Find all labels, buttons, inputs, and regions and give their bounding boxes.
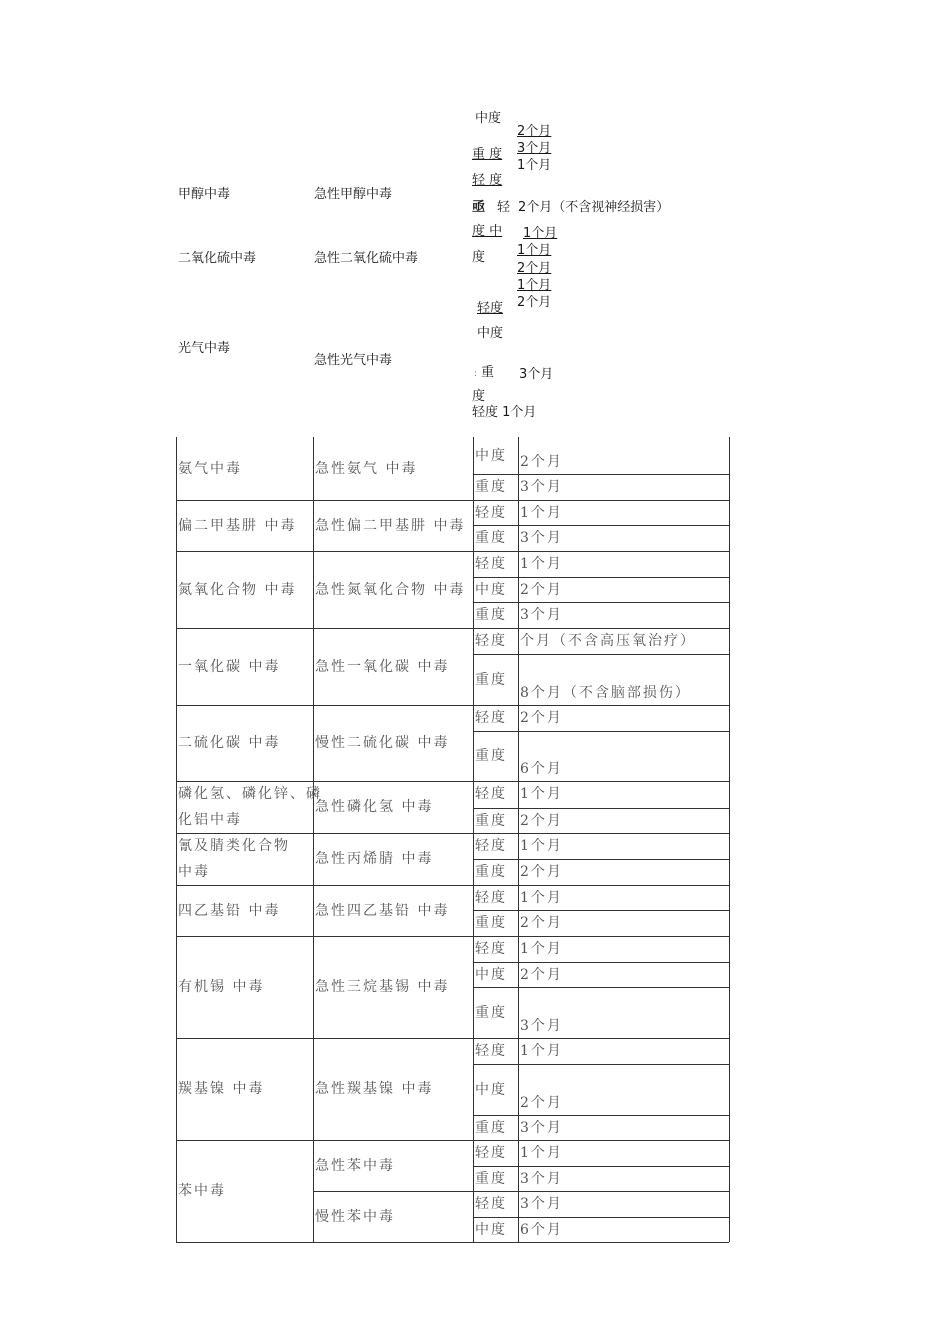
duration-value: 1个月 [517, 243, 552, 258]
duration-cell: 1个月 [520, 556, 563, 572]
reason-cell: 有机锡 中毒 [178, 979, 265, 995]
table-rule [176, 628, 729, 629]
level-label: 轻 度 [472, 173, 503, 188]
duration-cell: 3个月 [520, 1120, 563, 1136]
duration-cell: 1个月 [520, 1145, 563, 1161]
table-rule [473, 654, 729, 655]
level-label: 轻 [497, 200, 511, 215]
table-rule [473, 1166, 729, 1167]
level-label: 重 度 [472, 147, 503, 162]
table-rule [176, 705, 729, 706]
duration-cell: 2个月 [520, 1095, 563, 1111]
reason-cell: 氰及腈类化合物 [178, 838, 290, 854]
reason-cell: 磷化氢、磷化锌、磷 [178, 786, 322, 802]
duration-cell: 2个月 [520, 710, 563, 726]
diagnosis-cell: 急性氨气 中毒 [315, 460, 418, 477]
table-rule [176, 1242, 729, 1243]
level-label: 度 中 [472, 224, 503, 239]
reason-cell: 一氧化碳 中毒 [178, 658, 281, 675]
duration-cell: 1个月 [520, 505, 563, 521]
table-rule [176, 1038, 729, 1039]
reason-so2: 二氧化硫中毒 [178, 251, 257, 266]
duration-cell: 2个月 [520, 967, 563, 983]
reason-cell: 羰基镍 中毒 [178, 1081, 265, 1097]
severity-cell: 轻度 [475, 710, 507, 726]
reason-cell: 偏二甲基肼 中毒 [178, 517, 297, 534]
severity-cell: 中度 [475, 582, 507, 598]
reason-cell: 中毒 [178, 864, 210, 880]
reason-cell: 二硫化碳 中毒 [178, 735, 281, 751]
reason-cell: 四乙基铅 中毒 [178, 902, 281, 919]
duration-cell: 6个月 [520, 761, 563, 777]
duration-cell: 3个月 [520, 607, 563, 623]
table-rule [473, 808, 729, 809]
severity-cell: 重度 [475, 864, 507, 880]
level-label: 重 [481, 365, 495, 380]
severity-cell: 重度 [475, 1171, 507, 1187]
duration-value: 1个月 [523, 226, 558, 241]
diagnosis-cell: 急性偏二甲基肼 中毒 [315, 517, 466, 534]
table-rule [176, 936, 729, 937]
duration-value: 2个月 [517, 124, 552, 139]
table-rule [176, 833, 729, 834]
duration-value: 2个月 [517, 261, 552, 276]
duration-cell: 2个月 [520, 454, 563, 470]
severity-cell: 重度 [475, 607, 507, 623]
level-label: 度 [472, 250, 486, 265]
duration-cell: 3个月 [520, 1018, 563, 1034]
severity-cell: 轻度 [475, 1196, 507, 1212]
diagnosis-cell: 急性氮氧化合物 中毒 [315, 581, 466, 598]
duration-cell: 3个月 [520, 530, 563, 546]
reason-phosgene: 光气中毒 [178, 341, 231, 356]
diagnosis-cell: 慢性二硫化碳 中毒 [315, 735, 450, 751]
reason-cell: 氨气中毒 [178, 460, 242, 477]
table-rule [473, 1217, 729, 1218]
severity-cell: 轻度 [475, 633, 507, 649]
severity-cell: 中度 [475, 447, 507, 464]
duration-cell: 个月（不含高压氧治疗） [520, 633, 696, 649]
duration-cell: 3个月 [520, 479, 563, 495]
table-rule [473, 1115, 729, 1116]
level-label: 轻度 1个月 [472, 405, 537, 420]
severity-cell: 重度 [475, 813, 507, 829]
reason-methanol: 甲醇中毒 [178, 187, 231, 202]
diagnosis-cell: 急性丙烯腈 中毒 [315, 851, 434, 867]
table-rule [473, 987, 729, 988]
table-rule [473, 910, 729, 911]
severity-cell: 重度 [475, 915, 507, 931]
level-label: 中度 [475, 111, 502, 126]
duration-cell: 3个月 [520, 1196, 563, 1212]
severity-cell: 重度 [475, 530, 507, 546]
duration-cell: 1个月 [520, 786, 563, 802]
duration-note: 2个月（不含视神经损害） [518, 200, 670, 215]
diagnosis-cell: 慢性苯中毒 [315, 1208, 395, 1225]
diagnosis-methanol: 急性甲醇中毒 [314, 187, 393, 202]
severity-cell: 中度 [475, 1222, 507, 1238]
duration-cell: 2个月 [520, 915, 563, 931]
duration-cell: 1个月 [520, 838, 563, 854]
diagnosis-cell: 急性磷化氢 中毒 [315, 799, 434, 815]
table-rule [176, 885, 729, 886]
severity-cell: 中度 [475, 1081, 507, 1098]
severity-cell: 轻度 [475, 1043, 507, 1059]
severity-cell: 轻度 [475, 838, 507, 854]
duration-cell: 1个月 [520, 890, 563, 906]
severity-cell: 重度 [475, 1120, 507, 1136]
table-rule [313, 1191, 729, 1192]
diagnosis-cell: 急性一氧化碳 中毒 [315, 658, 450, 675]
severity-cell: 重度 [475, 748, 507, 764]
duration-value: 3个月 [519, 367, 554, 382]
level-label: 轻度 [477, 301, 504, 316]
duration-cell: 2个月 [520, 582, 563, 598]
table-rule [473, 859, 729, 860]
table-rule [176, 437, 177, 1242]
level-label: 度 [472, 389, 486, 404]
duration-value: 3个月 [517, 141, 552, 156]
level-label: 中度 [477, 326, 504, 341]
table-rule [473, 437, 474, 1242]
duration-cell: 3个月 [520, 1171, 563, 1187]
duration-value: 1个月 [517, 158, 552, 173]
duration-cell: 1个月 [520, 1043, 563, 1059]
duration-cell: 2个月 [520, 813, 563, 829]
table-rule [473, 474, 729, 475]
diagnosis-cell: 急性羰基镍 中毒 [315, 1081, 434, 1097]
duration-cell: 6个月 [520, 1222, 563, 1238]
severity-cell: 轻度 [475, 556, 507, 572]
table-rule [518, 437, 519, 1242]
severity-cell: 轻度 [475, 890, 507, 906]
table-rule [176, 551, 729, 552]
severity-cell: 重度 [475, 479, 507, 495]
duration-cell: 8个月（不含脑部损伤） [520, 685, 691, 701]
severity-cell: 重度 [475, 1004, 507, 1021]
table-rule [473, 962, 729, 963]
diagnosis-phosgene: 急性光气中毒 [314, 353, 393, 368]
table-rule [473, 731, 729, 732]
reason-cell: 化铝中毒 [178, 812, 242, 828]
table-rule [176, 500, 729, 501]
table-rule [473, 525, 729, 526]
duration-value: 1个月 [517, 278, 552, 293]
table-rule [729, 437, 730, 1242]
severity-cell: 轻度 [475, 505, 507, 521]
severity-cell: 轻度 [475, 941, 507, 957]
table-rule [176, 781, 729, 782]
duration-value: 2个月 [517, 295, 552, 310]
diagnosis-cell: 急性四乙基铅 中毒 [315, 902, 450, 919]
severity-cell: 轻度 [475, 1145, 507, 1161]
table-rule [176, 1140, 729, 1141]
level-label: 亟 [472, 200, 486, 215]
duration-cell: 2个月 [520, 864, 563, 880]
reason-cell: 氮氧化合物 中毒 [178, 581, 297, 598]
severity-cell: 中度 [475, 967, 507, 983]
table-rule [473, 577, 729, 578]
diagnosis-cell: 急性三烷基锡 中毒 [315, 979, 450, 995]
reason-cell: 苯中毒 [178, 1183, 226, 1199]
table-rule [473, 1064, 729, 1065]
duration-cell: 1个月 [520, 941, 563, 957]
table-rule [473, 602, 729, 603]
diagnosis-cell: 急性苯中毒 [315, 1157, 395, 1174]
severity-cell: 重度 [475, 671, 507, 688]
severity-cell: 轻度 [475, 786, 507, 802]
diagnosis-so2: 急性二氧化硫中毒 [314, 251, 419, 266]
table-rule [313, 437, 314, 1242]
